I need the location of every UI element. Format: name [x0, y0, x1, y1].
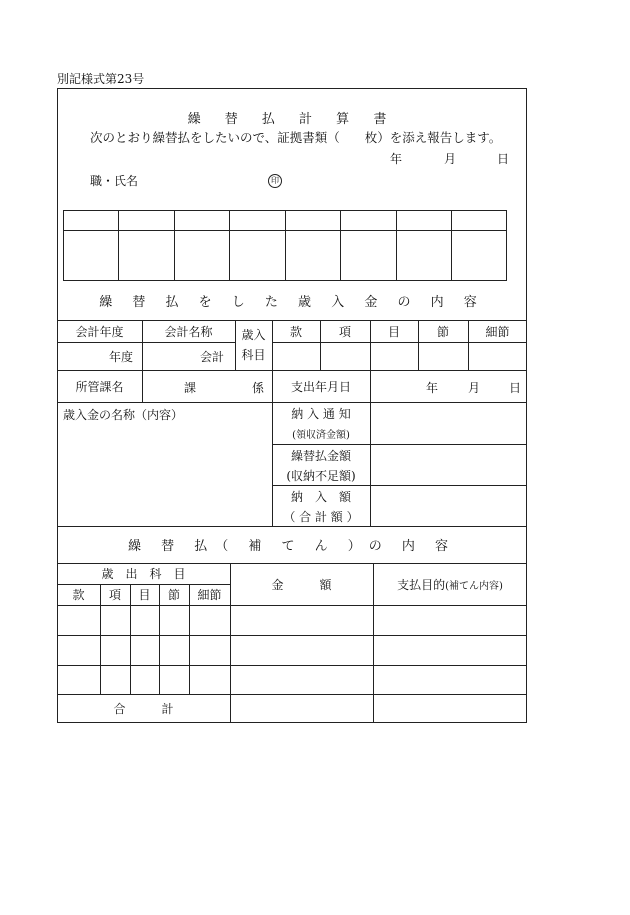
exp-kan-header: 款 [72, 588, 85, 602]
purpose-label: 支払目的 [397, 577, 446, 592]
expense-item-header: 歳 出 科 目 [101, 567, 186, 581]
purpose-note: (補てん内容) [445, 580, 503, 592]
pay-day: 日 [509, 381, 522, 395]
revenue-item-header-2: 科目 [241, 347, 266, 362]
date-year: 年 [390, 152, 403, 166]
saisetsu-header: 細節 [485, 324, 510, 339]
account-name-header: 会計名称 [164, 324, 213, 339]
setsu-header: 節 [436, 324, 449, 339]
pay-year: 年 [426, 381, 439, 395]
dept-label: 所管課名 [75, 379, 124, 394]
pay-month: 月 [468, 381, 481, 395]
section2-title: 繰 替 払（ 補 て ん ）の 内 容 [127, 539, 457, 554]
revenue-item-header-1: 歳入 [241, 327, 266, 342]
exp-kou-header: 項 [108, 588, 121, 602]
form-number: 別記様式第23号 [57, 72, 145, 86]
moku-header: 目 [387, 324, 400, 339]
fiscal-year-header: 会計年度 [75, 324, 124, 339]
notice-label-2: (領収済金額) [292, 429, 350, 441]
section1-title: 繰 替 払 を し た 歳 入 金 の 内 容 [99, 294, 485, 310]
exp-saisetsu-header: 細節 [197, 588, 222, 602]
form-title: 繰 替 払 計 算 書 [187, 111, 397, 127]
exp-setsu-header: 節 [167, 588, 180, 602]
kaikei-label: 会計 [200, 350, 225, 364]
exp-moku-header: 目 [138, 588, 151, 602]
amount-header: 金 額 [271, 577, 332, 592]
payment-date-label: 支出年月日 [290, 379, 351, 394]
seal-mark [268, 172, 282, 188]
total-label: 合 計 [113, 702, 174, 716]
paid-label-1: 納 入 額 [290, 489, 351, 504]
purpose-header [373, 563, 527, 605]
paid-label-2: （ 合 計 額 ） [283, 509, 359, 524]
date-month: 月 [444, 152, 457, 166]
ka-label: 課 [184, 381, 197, 395]
seal-icon: 印 [268, 174, 282, 188]
replacement-label-2: (収納不足額) [286, 468, 356, 483]
nendo-label: 年度 [109, 350, 134, 364]
date-day: 日 [497, 152, 510, 166]
kakari-label: 係 [252, 381, 265, 395]
notice-label-1: 納 入 通 知 [291, 406, 351, 421]
revenue-name-label: 歳入金の名称（内容） [63, 408, 184, 422]
signer-label: 職・氏名 [90, 174, 139, 188]
intro-text: 次のとおり繰替払をしたいので、証拠書類（ 枚）を添え報告します。 [90, 130, 502, 145]
kan-header: 款 [289, 324, 302, 339]
kou-header: 項 [338, 324, 351, 339]
replacement-label-1: 繰替払金額 [290, 448, 351, 463]
